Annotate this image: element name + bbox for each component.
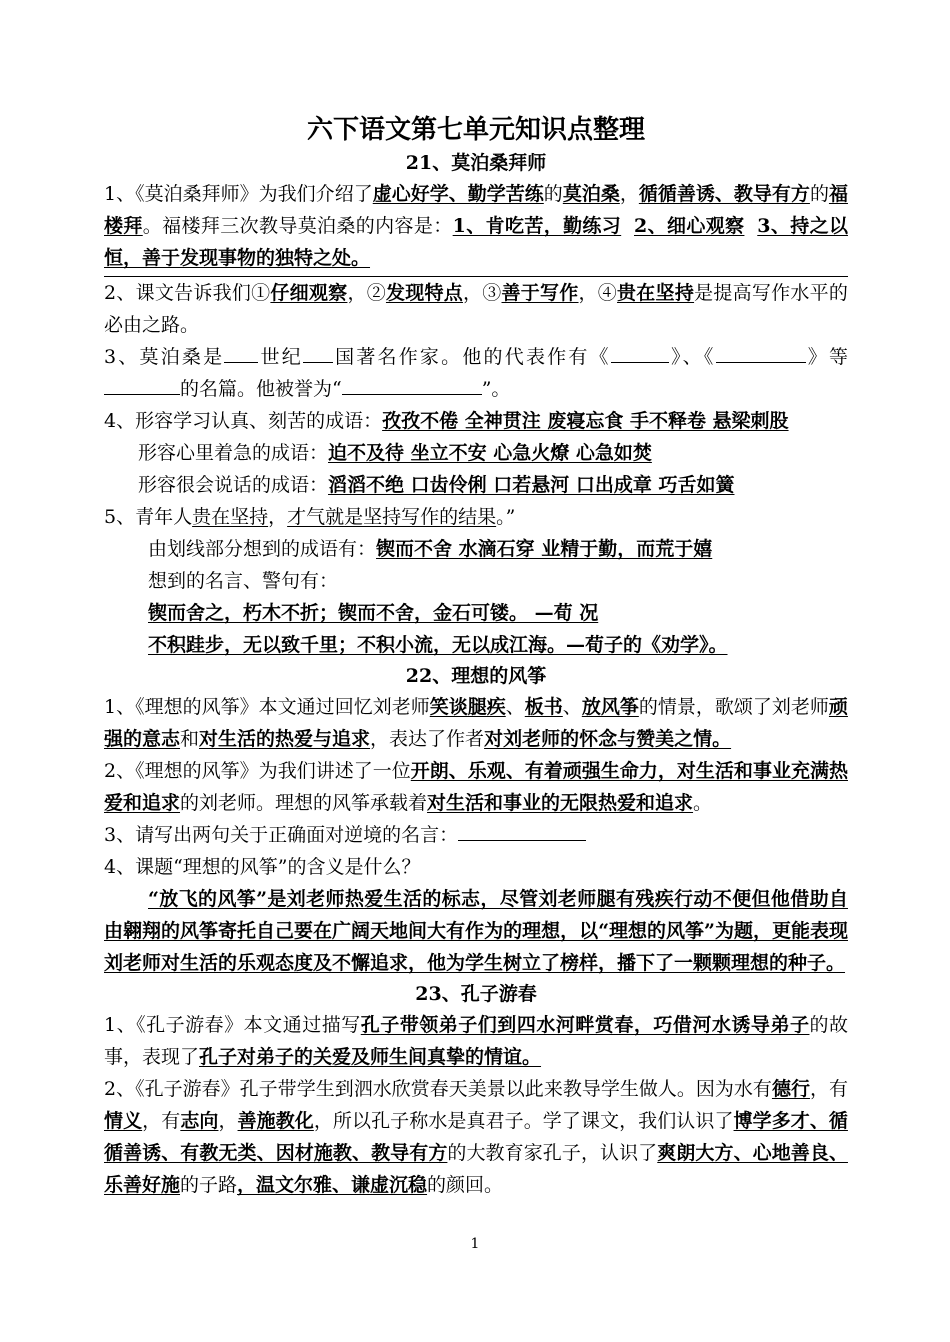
paragraph-21-2: 2、课文告诉我们①仔细观察，②发现特点，③善于写作，④贵在坚持是提高写作水平的必由之路。 (104, 282, 848, 336)
paragraph-21-4b: 形容心里着急的成语：迫不及待 坐立不安 心急火燎 心急如焚 (138, 442, 652, 464)
fill-blank[interactable] (716, 344, 806, 363)
fill-blank[interactable] (224, 344, 258, 363)
fill-blank[interactable] (104, 376, 180, 395)
paragraph-22-1: 1、《理想的风筝》本文通过回忆刘老师笑谈腿疾、板书、放风筝的情景，歌颂了刘老师顽强的意志和对生活的热爱与追求，表达了作者对刘老师的怀念与赞美之情。 (104, 696, 848, 750)
paragraph-23-2: 2、《孔子游春》孔子带学生到泗水欣赏春天美景以此来教导学生做人。因为水有德行，有情义，有志向，善施教化，所以孔子称水是真君子。学了课文，我们认识了博学多才、循循善诱、有教无类、因材施教、教导有方的大教育家孔子，认识了爽朗大方、心地善良、乐善好施的子路，温文尔雅、谦虚沉稳的颜回。 (104, 1078, 848, 1196)
section-heading-22: 22、理想的风筝 (405, 665, 547, 687)
fill-blank[interactable] (303, 344, 333, 363)
quote-line-2: 不积跬步，无以致千里；不积小流，无以成江海。—荀子的《劝学》。 (148, 634, 728, 656)
paragraph-22-3: 3、请写出两句关于正确面对逆境的名言： (104, 819, 848, 851)
paragraph-21-4: 4、形容学习认真、刻苦的成语：孜孜不倦 全神贯注 废寝忘食 手不释卷 悬梁刺股 (104, 410, 789, 432)
fill-blank[interactable] (342, 376, 482, 395)
paragraph-21-1: 1、《莫泊桑拜师》为我们介绍了虚心好学、勤学苦练的莫泊桑，循循善诱、教导有方的福楼拜。福楼拜三次教导莫泊桑的内容是：1、肯吃苦，勤练习 2、细心观察 3、持之以恒，善于发现事物的独特之处。 (104, 183, 848, 269)
paragraph-23-1: 1、《孔子游春》本文通过描写孔子带领弟子们到四水河畔赏春，巧借河水诱导弟子的故事，表现了孔子对弟子的关爱及师生间真挚的情谊。 (104, 1014, 848, 1068)
fill-blank[interactable] (458, 822, 586, 841)
paragraph-21-5c: 想到的名言、警句有： (148, 570, 339, 592)
paragraph-22-4-answer: “放飞的风筝”是刘老师热爱生活的标志，尽管刘老师腿有残疾行动不便但他借助自由翱翔的风筝寄托自己要在广阔天地间大有作为的理想，以“理想的风筝”为题，更能表现刘老师对生活的乐观态度及不懈追求，他为学生树立了榜样，播下了一颗颗理想的种子。 (104, 888, 848, 974)
paragraph-22-4: 4、课题“理想的风筝”的含义是什么？ (104, 856, 421, 878)
document-title: 六下语文第七单元知识点整理 (306, 115, 645, 145)
paragraph-21-4c: 形容很会说话的成语：滔滔不绝 口齿伶俐 口若悬河 口出成章 巧舌如簧 (138, 474, 735, 496)
fill-blank[interactable] (611, 344, 669, 363)
paragraph-21-5b: 由划线部分想到的成语有：锲而不舍 水滴石穿 业精于勤，而荒于嬉 (148, 538, 713, 560)
section-heading-23: 23、孔子游春 (415, 983, 537, 1005)
document-body (104, 112, 848, 1201)
page-number: 1 (470, 1236, 480, 1252)
paragraph-21-3: 3、莫泊桑是 世纪 国著名作家。他的代表作有《 》、《 》等的名篇。他被誉为“ ”。 (104, 346, 848, 400)
quote-line-1: 锲而舍之，朽木不折；锲而不舍，金石可镂。 —荀 况 (148, 602, 599, 624)
paragraph-22-2: 2、《理想的风筝》为我们讲述了一位开朗、乐观、有着顽强生命力，对生活和事业充满热爱和追求的刘老师。理想的风筝承载着对生活和事业的无限热爱和追求。 (104, 760, 848, 814)
section-heading-21: 21、莫泊桑拜师 (405, 152, 547, 174)
paragraph-21-5: 5、青年人贵在坚持，才气就是坚持写作的结果。” (104, 506, 516, 528)
